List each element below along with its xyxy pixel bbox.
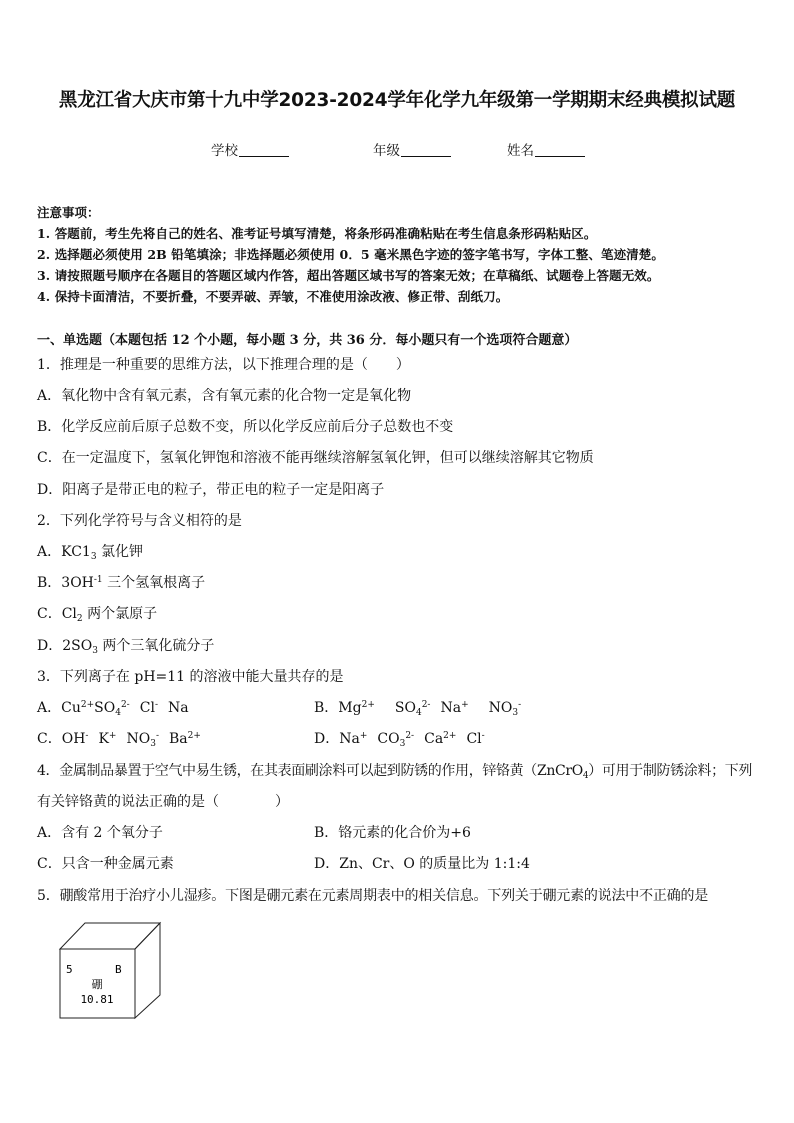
note-item: 2. 选择题必须使用 2B 铅笔填涂；非选择题必须使用 0．5 毫米黑色字迹的签字笔书写，字体工整、笔迹清楚。 bbox=[37, 247, 664, 262]
q4-option-c: C．只含一种金属元素 bbox=[37, 856, 174, 872]
q4-stem-line2: 有关锌铬黄的说法正确的是（ ） bbox=[37, 794, 289, 810]
grade-blank[interactable] bbox=[401, 142, 451, 157]
note-item: 1. 答题前，考生先将自己的姓名、准考证号填写清楚，将条形码准确粘贴在考生信息条形码粘贴区。 bbox=[37, 226, 597, 241]
name-field[interactable] bbox=[507, 139, 585, 159]
q1-option-c: C．在一定温度下，氢氧化钾饱和溶液不能再继续溶解氢氧化钾，但可以继续溶解其它物质 bbox=[37, 450, 594, 466]
q2-option-a: A．$KC1_3$ 氯化钾 bbox=[37, 544, 143, 562]
q1-option-b: B．化学反应前后原子总数不变，所以化学反应前后分子总数也不变 bbox=[37, 419, 454, 435]
name-label: 姓名 bbox=[507, 143, 534, 159]
element-name: 硼 bbox=[91, 978, 103, 991]
grade-field[interactable] bbox=[373, 139, 451, 159]
q4-option-b: B．铬元素的化合价为+6 bbox=[314, 825, 471, 841]
grade-label: 年级 bbox=[373, 143, 400, 159]
name-blank[interactable] bbox=[535, 142, 585, 157]
cube-side-face bbox=[135, 923, 160, 1018]
q3-stem: 3．下列离子在 pH=11 的溶液中能大量共存的是 bbox=[37, 669, 344, 685]
school-blank[interactable] bbox=[239, 142, 289, 157]
q2-option-c: C．$Cl_2$ 两个氯原子 bbox=[37, 606, 158, 624]
q1-option-d: D．阳离子是带正电的粒子，带正电的粒子一定是阳离子 bbox=[37, 482, 385, 498]
section-heading: 一、单选题（本题包括 12 个小题，每小题 3 分，共 36 分．每小题只有一个选项符合题意） bbox=[37, 333, 578, 348]
school-label: 学校 bbox=[211, 143, 238, 159]
element-cube-figure bbox=[55, 918, 165, 1026]
q1-option-a: A．氧化物中含有氧元素，含有氧元素的化合物一定是氧化物 bbox=[37, 388, 412, 404]
school-field[interactable] bbox=[211, 139, 289, 159]
q4-option-a: A．含有 2 个氧分子 bbox=[37, 825, 163, 841]
note-item: 4. 保持卡面清洁，不要折叠，不要弄破、弄皱，不准使用涂改液、修正带、刮纸刀。 bbox=[37, 289, 509, 304]
element-mass: 10.81 bbox=[80, 993, 114, 1006]
q3-option-d: D．Na+ $CO_3^{2-}$ $Ca^{2+}$ Cl- bbox=[314, 731, 485, 749]
q3-option-c: C．OH- K+ $NO_3^-$ $Ba^{2+}$ bbox=[37, 731, 201, 749]
q2-option-d: D．$2SO_3$ 两个三氧化硫分子 bbox=[37, 638, 215, 656]
note-item: 3. 请按照题号顺序在各题目的答题区域内作答，超出答题区域书写的答案无效；在草稿纸、试题卷上答题无效。 bbox=[37, 268, 660, 283]
q3-option-b: B．$Mg^{2+}$ $SO_4^{2-}$ Na+ $NO_3^-$ bbox=[314, 700, 522, 718]
q1-stem: 1．推理是一种重要的思维方法，以下推理合理的是（ ） bbox=[37, 357, 410, 373]
q2-stem: 2．下列化学符号与含义相符的是 bbox=[37, 513, 242, 529]
q3-option-a: A．$Cu^{2+}SO_4^{2-}$ Cl- Na bbox=[37, 700, 189, 718]
q4-option-d: D．Zn、Cr、O 的质量比为 1:1:4 bbox=[314, 856, 530, 872]
element-cube-svg bbox=[55, 918, 165, 1022]
notes-heading: 注意事项： bbox=[37, 205, 100, 220]
q5-stem: 5．硼酸常用于治疗小儿湿疹。下图是硼元素在元素周期表中的相关信息。下列关于硼元素的说法中不正确的是 bbox=[37, 888, 709, 904]
q4-stem-line1: 4．金属制品暴置于空气中易生锈，在其表面刷涂料可以起到防锈的作用，锌铬黄（ZnCrO$_4$）可用于制防锈涂料；下列 bbox=[37, 763, 753, 781]
cube-top-face bbox=[60, 923, 160, 949]
element-symbol: B bbox=[115, 963, 122, 976]
page-title: 黑龙江省大庆市第十九中学2023-2024学年化学九年级第一学期期末经典模拟试题 bbox=[58, 90, 736, 111]
element-number: 5 bbox=[66, 963, 73, 976]
q2-option-b: B．$3OH^{-1}$ 三个氢氧根离子 bbox=[37, 575, 206, 591]
